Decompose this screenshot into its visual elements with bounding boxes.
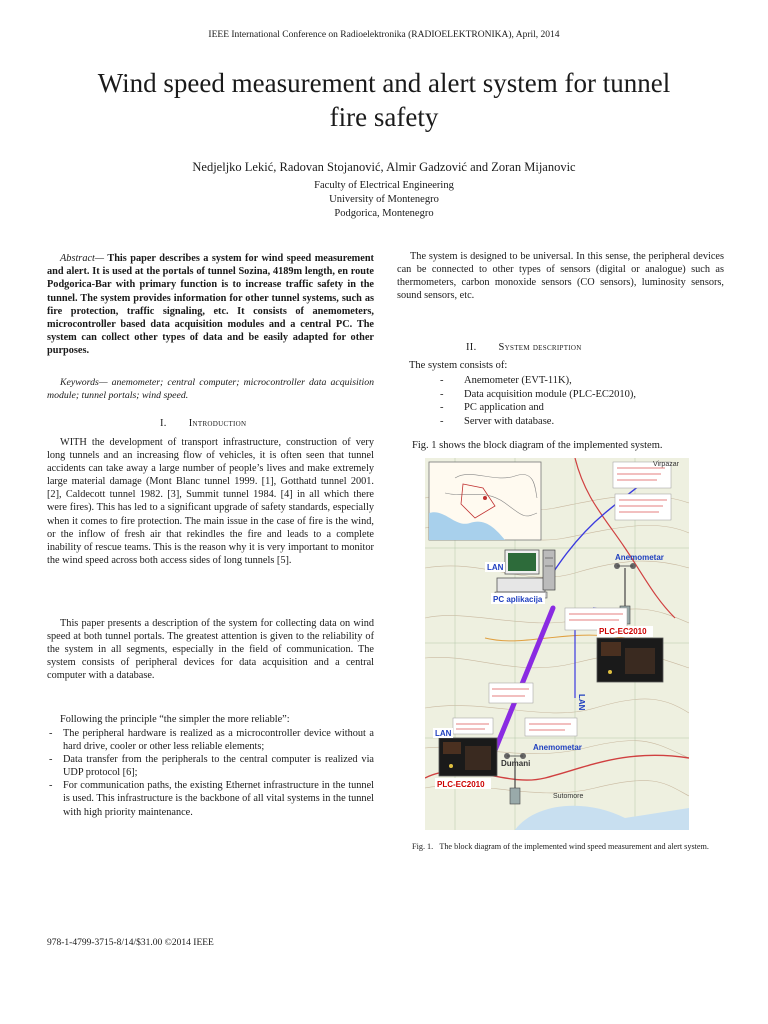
- intro-paragraph-1: WITH the development of transport infrastructure, construction of very long tunnels and an increasing flow of vehicles, it is often seen that tunnel accidents can take away a large number of people’s lives and make extremely large material damage (Mont Blanc tunnel 1999. [1], Gotthatd tunnel 2001. [2], Caldecott tunnel 1982. [3], Summit tunnel 1984. [4] in all which there were fires). This has led to a significant upgrade of safety standards, especially when it comes to fire protection. The main issue in the case of fire is the wind, or the inflow of fresh air that rekindles the fire and leads to a complete inability of rescue teams. This is the reason why it is very important to monitor the wind speed across both access sides of long tunnels [5].: [47, 437, 374, 566]
- plc-top-label: PLC-EC2010: [599, 627, 647, 636]
- list-item: - Data transfer from the peripherals to the central computer is realized via UDP protocol [6];: [47, 753, 374, 779]
- caption-text: The block diagram of the implemented wind speed measurement and alert system.: [439, 842, 709, 851]
- caption-label: Fig. 1.: [412, 842, 434, 851]
- abstract: [47, 252, 374, 358]
- figure-caption: [397, 841, 724, 852]
- figure-intro: Fig. 1 shows the block diagram of the implemented system.: [412, 440, 663, 451]
- abstract-text: This paper describes a system for wind speed measurement and alert. It is used at the portals of tunnel Sozina, 4189m length, en route Podgorica-Bar with primary function is to increase traffic safety in the tunnel. The system provides information for other tunnel systems, such as fire protection, traffic signaling, etc. It consists of anemometers, microcontroller based data acquisition modules and a central PC. The system can collect other types of data and be easily adapted for other purposes.: [47, 253, 374, 357]
- abstract-label: Abstract—: [60, 253, 105, 264]
- keywords-text: anemometer; central computer; microcontroller data acquisition module; tunnel portals; wind speed.: [47, 377, 374, 402]
- tunnel-info-box: [489, 683, 533, 703]
- list-item: - Server with database.: [440, 415, 636, 429]
- section-heading-introduction: [160, 418, 246, 429]
- plc-north-device-icon: [597, 638, 663, 682]
- section-title: System description: [498, 342, 582, 353]
- list-item: - Anemometer (EVT-11K),: [440, 374, 636, 388]
- intro-paragraph-3: Following the principle “the simpler the more reliable”:: [60, 714, 290, 725]
- intro-paragraph-2: This paper presents a description of the system for collecting data on wind speed at both tunnel portals. The greatest attention is given to the reliability of the system in all segments, especially in the field of communication. The system consists of peripheral devices for data acquisition and a central computer with a database.: [47, 618, 374, 682]
- system-intro: The system consists of:: [409, 360, 508, 371]
- affiliation-faculty: Faculty of Electrical Engineering: [314, 180, 454, 191]
- anemometar-top-label: Anemometar: [615, 553, 664, 562]
- author-list: Nedjeljko Lekić, Radovan Stojanović, Almir Gadzović and Zoran Mijanovic: [192, 160, 576, 174]
- system-components-list: [440, 374, 636, 428]
- list-item: - The peripheral hardware is realized as a microcontroller device without a hard drive, cooler or other less reliable elements;: [47, 727, 374, 753]
- town-bottom-label: Sutomore: [553, 793, 584, 800]
- town-mid-label: Dumani: [501, 759, 531, 768]
- affiliation-university: University of Montenegro: [329, 194, 439, 205]
- section-title: Introduction: [188, 418, 247, 429]
- principle-list: [47, 727, 374, 819]
- affiliation-city: Podgorica, Montenegro: [334, 208, 434, 219]
- plc-south-device-icon: [439, 738, 497, 776]
- list-item: - For communication paths, the existing Ethernet infrastructure in the tunnel is used. This infrastructure is the backbone of all vital systems in the tunnel with high priority maintenance.: [47, 779, 374, 818]
- town-top-label: Virpazar: [653, 461, 679, 468]
- section-number: II.: [466, 342, 477, 353]
- lan-vertical-label: LAN: [577, 694, 586, 711]
- copyright-footer: 978-1-4799-3715-8/14/$31.00 ©2014 IEEE: [47, 938, 214, 948]
- conference-header: IEEE International Conference on Radioelektronika (RADIOELEKTRONIKA), April, 2014: [208, 30, 560, 40]
- lan-bottom-label: LAN: [435, 729, 452, 738]
- block-diagram-figure: [425, 458, 689, 830]
- paper-title: [40, 66, 728, 134]
- plc-bottom-label: PLC-EC2010: [437, 780, 485, 789]
- block-diagram-map: [425, 458, 689, 830]
- list-item: - Data acquisition module (PLC-EC2010),: [440, 388, 636, 402]
- title-line-1: Wind speed measurement and alert system for tunnel: [97, 68, 671, 98]
- title-line-2: fire safety: [329, 102, 439, 132]
- pc-app-label: PC aplikacija: [493, 595, 543, 604]
- section-heading-system-description: [466, 342, 582, 353]
- location-inset-map: [429, 462, 541, 540]
- list-item: - PC application and: [440, 401, 636, 415]
- keywords: [47, 376, 374, 402]
- lan-top-label: LAN: [487, 563, 504, 572]
- anemometar-bottom-label: Anemometar: [533, 743, 582, 752]
- keywords-label: Keywords—: [60, 377, 108, 388]
- section-number: I.: [160, 418, 167, 429]
- server-icon: [543, 550, 555, 590]
- right-paragraph-1: The system is designed to be universal. In this sense, the peripheral devices can be connected to other types of sensors (digital or analogue) such as thermometers, carbon monoxide sensors (CO sensors), luminosity sensors, sound sensors, etc.: [397, 251, 724, 302]
